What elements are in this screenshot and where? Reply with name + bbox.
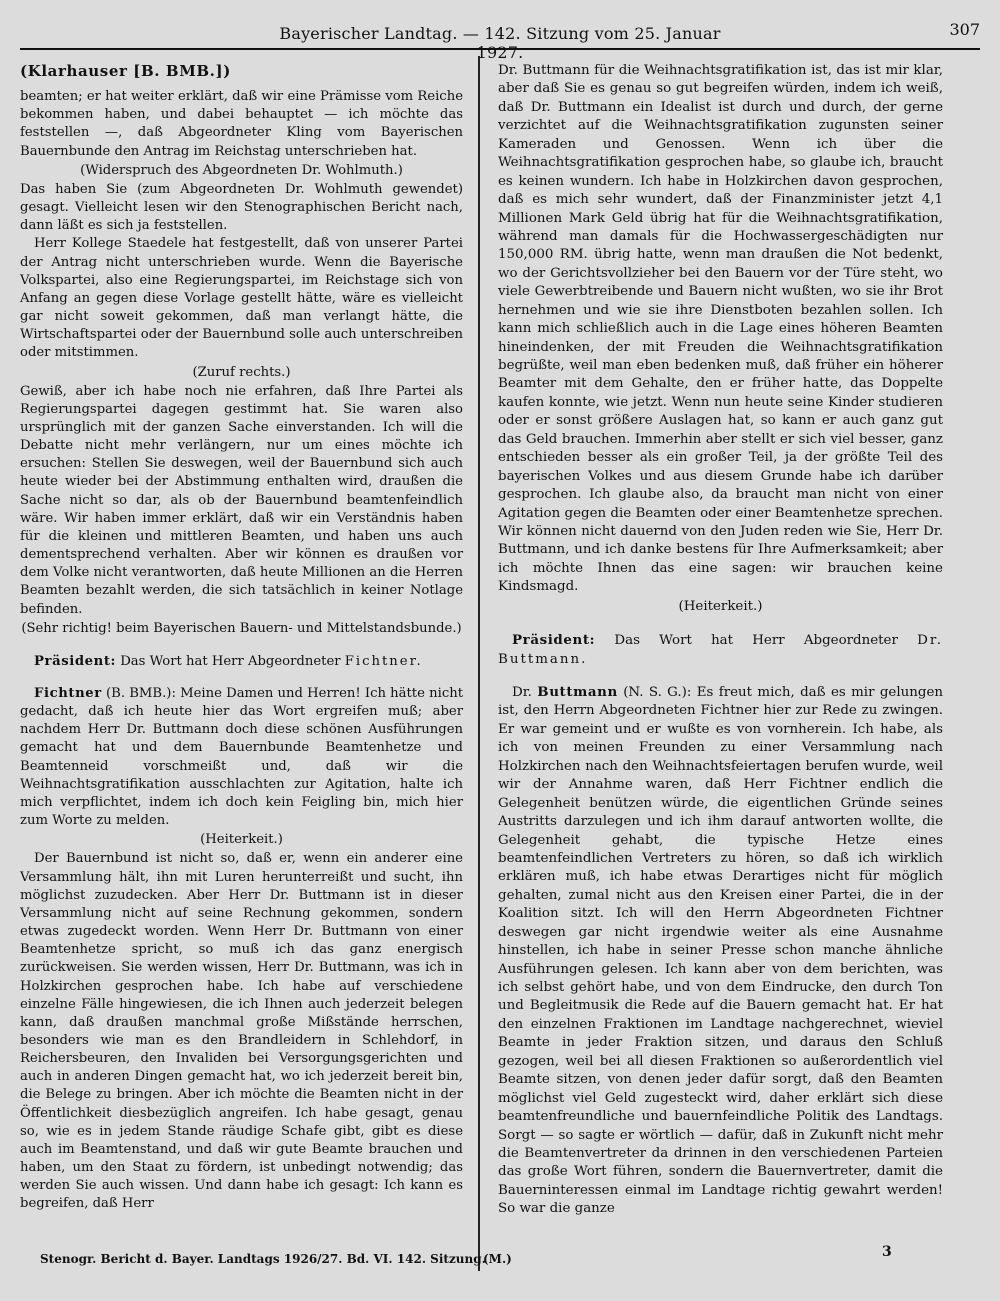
spacer	[20, 639, 463, 653]
column-divider	[478, 56, 480, 1271]
paragraph: Dr. Buttmann für die Weihnachtsgratifikation ist, das ist mir klar, aber daß Sie es genau so gut begreifen würden, indem ich weiß, daß Dr. Buttmann ein Idealist ist durch und durch, der gerne verzichtet auf die Weihnachtsgratifikation zugunsten seiner Kameraden und Genossen. Wenn ich über die Weihnachtsgratifikation gesprochen habe, so glaube ich, braucht es keinen wundern. Ich habe in Holzkirchen davon gesprochen, daß es mich sehr wundert, daß der Finanzminister jetzt 4,1 Millionen Mark Geld übrig hat für die Weihnachtsgratifikation, während man damals für die Hochwassergeschädigten nur 150,000 RM. übrig hatte, wenn man draußen die Not bedenkt, wo der Gerichtsvollzieher bei den Bauern vor der Türe steht, wo viele Gewerbtreibende und Bauern nicht wußten, wo sie ihr Brot hernehmen und wie sie ihre Dienstboten bezahlen sollen. Ich kann mich schließlich auch in die Lage eines höheren Beamten hineindenken, der mit Freuden die Weihnachtsgratifikation begrüßte, weil man eben bedenken muß, daß früher ein höherer Beamter mit dem Gehalte, den er früher hatte, das Doppelte kaufen konnte, wie jetzt. Wenn nun heute seine Kinder studieren oder er sonst größere Auslagen hat, so kann er auch ganz gut das Geld brauchen. Immerhin aber stellt er sich viel besser, ganz entschieden besser als ein großer Teil, ja der größte Teil des bayerischen Volkes und aus diesem Grunde habe ich darüber gesprochen. Ich glaube also, da braucht man nicht von einer Agitation gegen die Beamten oder einer Beamtenhetze sprechen. Wir können nicht dauernd von den Juden reden wie Sie, Herr Dr. Buttmann, und ich danke bestens für Ihre Aufmerksamkeit; aber ich möchte Ihnen das eine sagen: wir brauchen keine Kindsmagd.	[498, 63, 943, 595]
paragraph: Herr Kollege Staedele hat festgestellt, daß von unserer Partei der Antrag nicht unterschrieben wurde. Wenn die Bayerische Volkspartei, also eine Regierungspartei, im Reichstage sich von Anfang an gegen diese Vorlage gestellt hätte, wäre es vielleicht gar nicht soweit gekommen, daß man verlangt hätte, die Wirtschaftspartei oder der Bauernbund solle auch unterschreiben oder mitstimmen.	[20, 236, 463, 361]
interjection: (Sehr richtig! beim Bayerischen Bauern- und Mittelstandsbunde.)	[21, 620, 462, 636]
paragraph: Das haben Sie (zum Abgeordneten Dr. Wohlmuth gewendet) gesagt. Vielleicht lesen wir den Stenographischen Bericht nach, dann läßt es sich ja feststellen.	[20, 181, 463, 234]
paragraph: Der Bauernbund ist nicht so, daß er, wenn ein anderer eine Versammlung hält, ihn mit Luren herunterreißt und sucht, ihn möglichst zuzudecken. Aber Herr Dr. Buttmann ist in dieser Versammlung nicht auf seine Rechnung gekommen, sondern etwas zugedeckt worden. Wenn Herr Dr. Buttmann von einer Beamtenhetze spricht, so muß ich das ganz energisch zurückweisen. Sie werden wissen, Herr Dr. Buttmann, was ich in Holzkirchen gesprochen habe. Ich habe auf verschiedene einzelne Fälle hingewiesen, die ich Ihnen auch jederzeit belegen kann, daß draußen manchmal große Mißstände herrschen, besonders wie man es den Brandleidern in Schlehdorf, in Reichersbeuren, den Invaliden bei Versorgungsgerichten und auch in anderen Dingen gemacht hat, wo ich jederzeit bereit bin, die Belege zu bringen. Aber ich möchte die Beamten nicht in der Öffentlichkeit diesbezüglich angreifen. Ich habe gesagt, genau so, wie es in jedem Stande räudige Schafe gibt, gibt es diese auch im Beamtenstand, und daß wir gute Beamte brauchen und haben, um den Staat zu fördern, ist unbedingt notwendig; das werden Sie auch wissen. Und dann habe ich gesagt: Ich kann es begreifen, daß Herr	[20, 851, 463, 1212]
president-text: Das Wort hat Herr Abgeordneter	[614, 633, 898, 649]
speaker-party: (B. BMB.):	[106, 686, 176, 701]
page-header	[20, 20, 980, 62]
spacer	[20, 671, 463, 685]
speaker-name: Buttmann	[537, 684, 618, 700]
president-called-name: Dr. Buttmann.	[498, 633, 943, 667]
speaker-party: (N. S. G.):	[623, 685, 692, 700]
president-label: Präsident:	[512, 632, 596, 649]
paragraph: Es freut mich, daß es mir gelungen ist, den Herrn Abgeordneten Fichtner hier zur Rede zu zwingen. Er war gemeint und er wußte es von vornherein. Ich habe, als ich von meinen Freunden zu einer Versammlung nach Holzkirchen nach den Weihnachtsfeiertagen berufen wurde, weil wir der Annahme waren, daß Herr Fichtner endlich die Gelegenheit benützen würde, die eigentlichen Gründe seines Austritts darzulegen und ich ihm darauf antworten wollte, die Gelegenheit gehabt, die typische Hetze eines beamtenfeindlichen Vertreters zu hören, so daß ich wirklich erklären muß, ich habe etwas Derartiges nicht für möglich gehalten, zumal nicht aus den Kreisen einer Partei, die in der Koalition sitzt. Ich will den Herrn Abgeordneten Fichtner deswegen gar nicht irgendwie weiter als eine Ausnahme hinstellen, ich habe in seiner Presse schon manche ähnliche Ausführungen gelesen. Ich kann aber von dem berichten, was ich selbst gehört habe, und von dem Eindrucke, den durch Ton und Begleitmusik die Rede auf die Bauern gemacht hat. Er hat den einzelnen Fraktionen im Landtage nachgerechnet, wieviel Beamte in jeder Fraktion sitzen, und daraus den Schluß gezogen, weil bei all diesen Fraktionen so außerordentlich viel Beamte sitzen, von denen jeder dafür sorgt, daß den Beamten möglichst viel Geld zugesteckt wird, daher erklärt sich diese beamtenfreundliche und bauernfeindliche Politik des Landtags. Sorgt — so sagte er wörtlich — dafür, daß in Zukunft nicht mehr die Beamtenvertreter da drinnen in den verschiedenen Parteien das große Wort führen, sondern die Bauernvertreter, damit die Bauerninteressen einmal im Landtage richtig gewahrt werden! So war die ganze	[498, 685, 943, 1217]
paragraph: beamten; er hat weiter erklärt, daß wir eine Prämisse vom Reiche bekommen haben, und dabei behauptet — ich möchte das feststellen —, daß Abgeordneter Kling vom Bayerischen Bauernbunde den Antrag im Reichstag unterschrieben hat.	[20, 89, 463, 159]
running-title: Bayerischer Landtag. — 142. Sitzung vom 25. Januar 1927.	[279, 24, 721, 62]
speech-start	[20, 685, 463, 830]
signature-mark: 3	[882, 1244, 892, 1260]
interjection: (Widerspruch des Abgeordneten Dr. Wohlmuth.)	[80, 162, 403, 178]
spacer	[498, 669, 943, 683]
president-line	[20, 653, 463, 671]
president-called-name: Fichtner.	[344, 653, 423, 669]
header-rule	[20, 48, 980, 50]
speaker-heading: (Klarhauser [B. BMB.])	[20, 62, 231, 80]
spacer	[498, 617, 943, 631]
interjection: (Heiterkeit.)	[200, 832, 283, 848]
interjection: (Zuruf rechts.)	[192, 364, 291, 380]
page-number: 307	[949, 20, 980, 39]
president-text: Das Wort hat Herr Abgeordneter	[120, 653, 341, 669]
left-column	[20, 62, 463, 1214]
right-column	[498, 62, 943, 1219]
footer-citation: Stenogr. Bericht d. Bayer. Landtags 1926/27. Bd. VI. 142. Sitzung.	[40, 1252, 486, 1266]
speaker-name: Fichtner	[34, 686, 102, 701]
speech-start	[498, 683, 943, 1219]
paragraph: Gewiß, aber ich habe noch nie erfahren, daß Ihre Partei als Regierungspartei dagegen gestimmt hat. Sie waren also ursprünglich mit der ganzen Sache einverstanden. Ich will die Debatte nicht mehr verlängern, nur um eines möchte ich ersuchen: Stellen Sie deswegen, weil der Bauernbund sich auch heute wieder bei der Abstimmung enthalten wird, draußen die Sache nicht so dar, als ob der Bauernbund beamtenfeindlich wäre. Wir haben immer erklärt, daß wir ein Verständnis haben für die kleinen und mittleren Beamten, und haben uns auch dementsprechend verhalten. Aber wir können es draußen vor dem Volke nicht verantworten, daß heute Millionen an die Herren Beamten bezahlt werden, die sich tatsächlich in keiner Notlage befinden.	[20, 383, 463, 617]
paragraph: Meine Damen und Herren! Ich hätte nicht gedacht, daß ich heute hier das Wort ergreifen muß; aber nachdem Herr Dr. Buttmann doch diese schönen Ausführungen gemacht hat und dem Bauernbunde Beamtenhetze und Beamtenneid vorschmeißt und, daß wir die Weihnachtsgratifikation ausschlachten zur Agitation, halte ich mich verpflichtet, indem ich doch kein Feigling bin, mich hier zum Worte zu melden.	[20, 686, 463, 829]
speaker-prefix: Dr.	[512, 685, 532, 700]
president-label: Präsident:	[34, 653, 117, 669]
president-line	[498, 631, 943, 669]
footer-mark: (M.)	[483, 1252, 512, 1266]
interjection: (Heiterkeit.)	[678, 598, 763, 614]
